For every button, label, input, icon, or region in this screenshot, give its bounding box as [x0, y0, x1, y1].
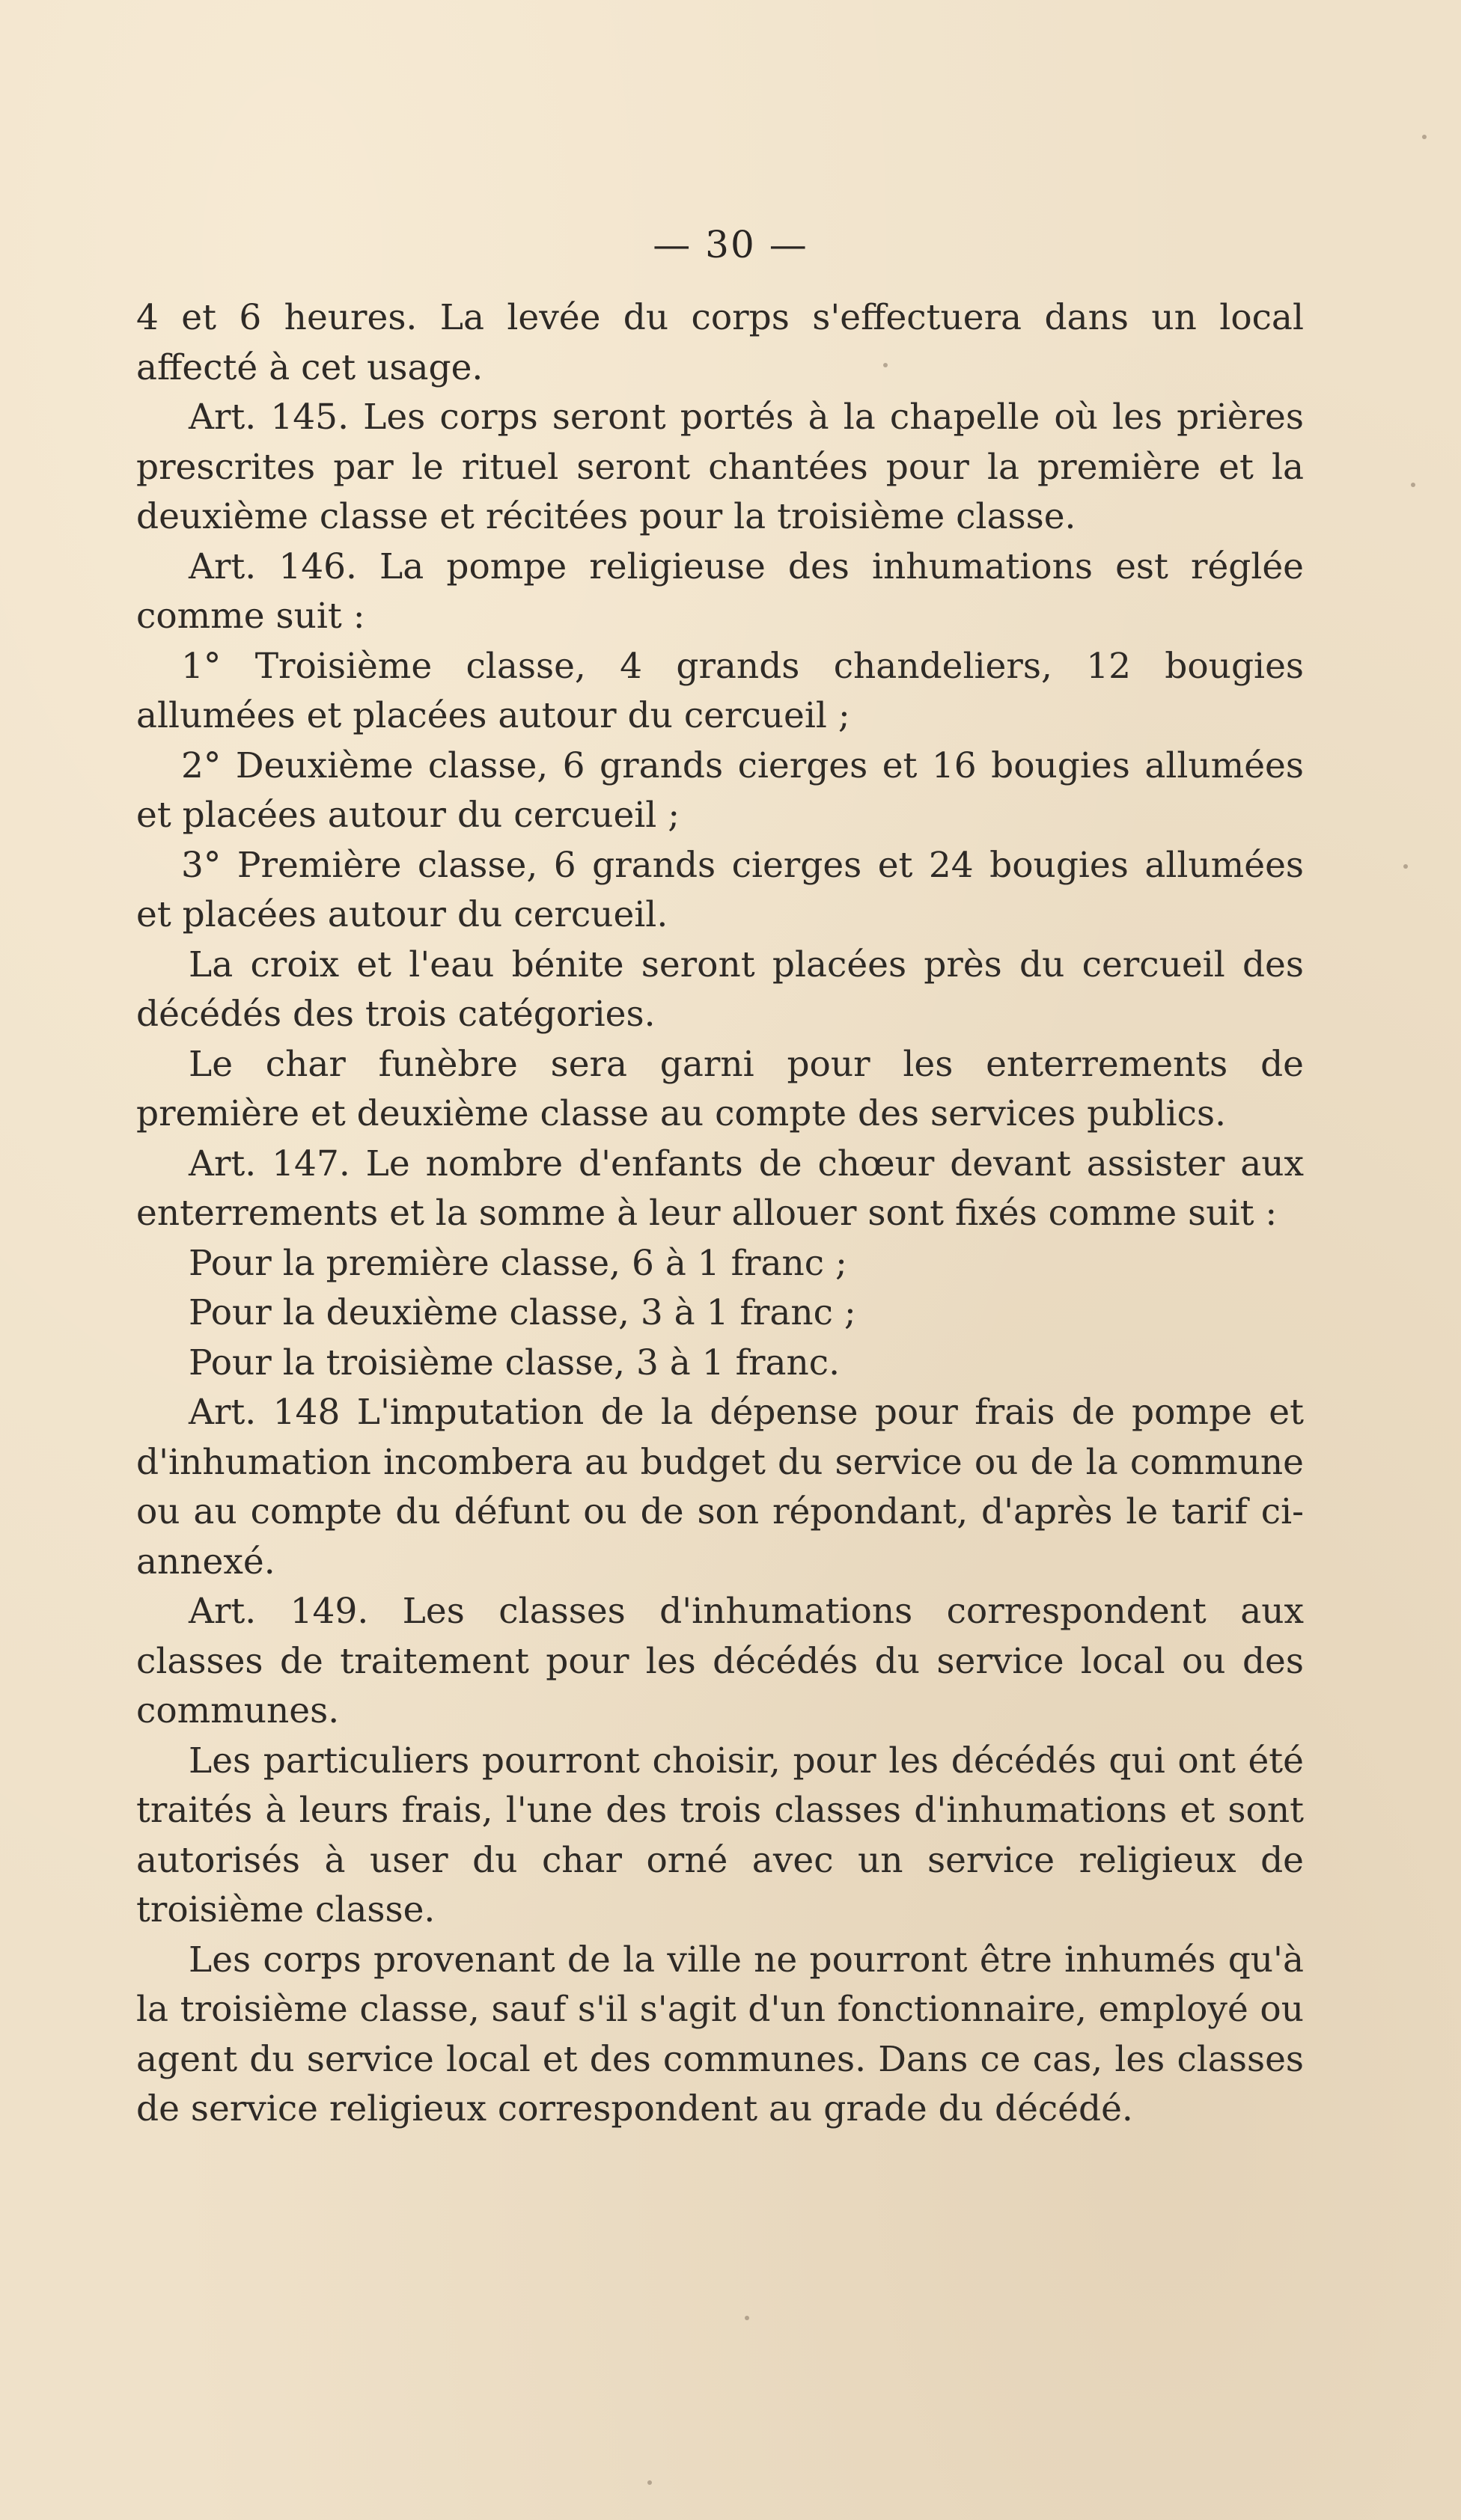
list-item-third-class-choir: Pour la troisième classe, 3 à 1 franc.: [189, 1342, 841, 1383]
page-number: — 30 —: [653, 223, 808, 266]
paragraph-cross-holy-water: La croix et l'eau bénite seront placées près du cercueil des décédés des trois catégories.: [136, 944, 1304, 1035]
list-item-second-class-choir: Pour la deuxième classe, 3 à 1 franc ;: [189, 1292, 856, 1333]
list-item-second-class: 2° Deuxième classe, 6 grands cierges et 16 bougies allumées et placées autour du cercueil ;: [136, 744, 1304, 836]
paragraph-art-146: Art. 146. La pompe religieuse des inhumations est réglée comme suit :: [136, 545, 1304, 637]
paragraph-continuation: 4 et 6 heures. La levée du corps s'effectuera dans un local affecté à cet usage.: [136, 297, 1304, 388]
list-item-third-class: 1° Troisième classe, 4 grands chandeliers, 12 bougies allumées et placées autour du cercueil ;: [136, 645, 1304, 736]
paper-speck: [1403, 864, 1408, 869]
list-item-first-class: 3° Première classe, 6 grands cierges et 24 bougies allumées et placées autour du cercueil.: [136, 844, 1304, 935]
paragraph-individuals: Les particuliers pourront choisir, pour les décédés qui ont été traités à leurs frais, l'une des trois classes d'inhumations et sont autorisés à user du char orné avec un service religieux de troisième classe.: [136, 1740, 1304, 1930]
paragraph-art-148: Art. 148 L'imputation de la dépense pour frais de pompe et d'inhumation incombera au budget du service ou de la commune ou au compte du défunt ou de son répondant, d'après le tarif ci-annexé.: [136, 1392, 1304, 1582]
body-text: [136, 293, 1304, 2135]
paragraph-city-bodies: Les corps provenant de la ville ne pourront être inhumés qu'à la troisième classe, sauf s'il s'agit d'un fonctionnaire, employé ou agent du service local et des communes. Dans ce cas, les classes de service religieux correspondent au grade du décédé.: [136, 1939, 1304, 2129]
paper-speck: [883, 363, 888, 367]
paragraph-art-147: Art. 147. Le nombre d'enfants de chœur devant assister aux enterrements et la somme à leur allouer sont fixés comme suit :: [136, 1143, 1304, 1234]
paper-speck: [1411, 483, 1415, 487]
paragraph-art-149: Art. 149. Les classes d'inhumations correspondent aux classes de traitement pour les décédés du service local ou des communes.: [136, 1591, 1304, 1731]
paper-speck: [647, 2480, 652, 2485]
paragraph-funeral-car: Le char funèbre sera garni pour les enterrements de première et deuxième classe au compte des services publics.: [136, 1043, 1304, 1134]
paper-speck: [1422, 135, 1427, 139]
list-item-first-class-choir: Pour la première classe, 6 à 1 franc ;: [189, 1242, 847, 1284]
paper-speck: [745, 2316, 749, 2320]
paragraph-art-145: Art. 145. Les corps seront portés à la chapelle où les prières prescrites par le rituel seront chantées pour la première et la deuxième classe et récitées pour la troisième classe.: [136, 397, 1304, 537]
